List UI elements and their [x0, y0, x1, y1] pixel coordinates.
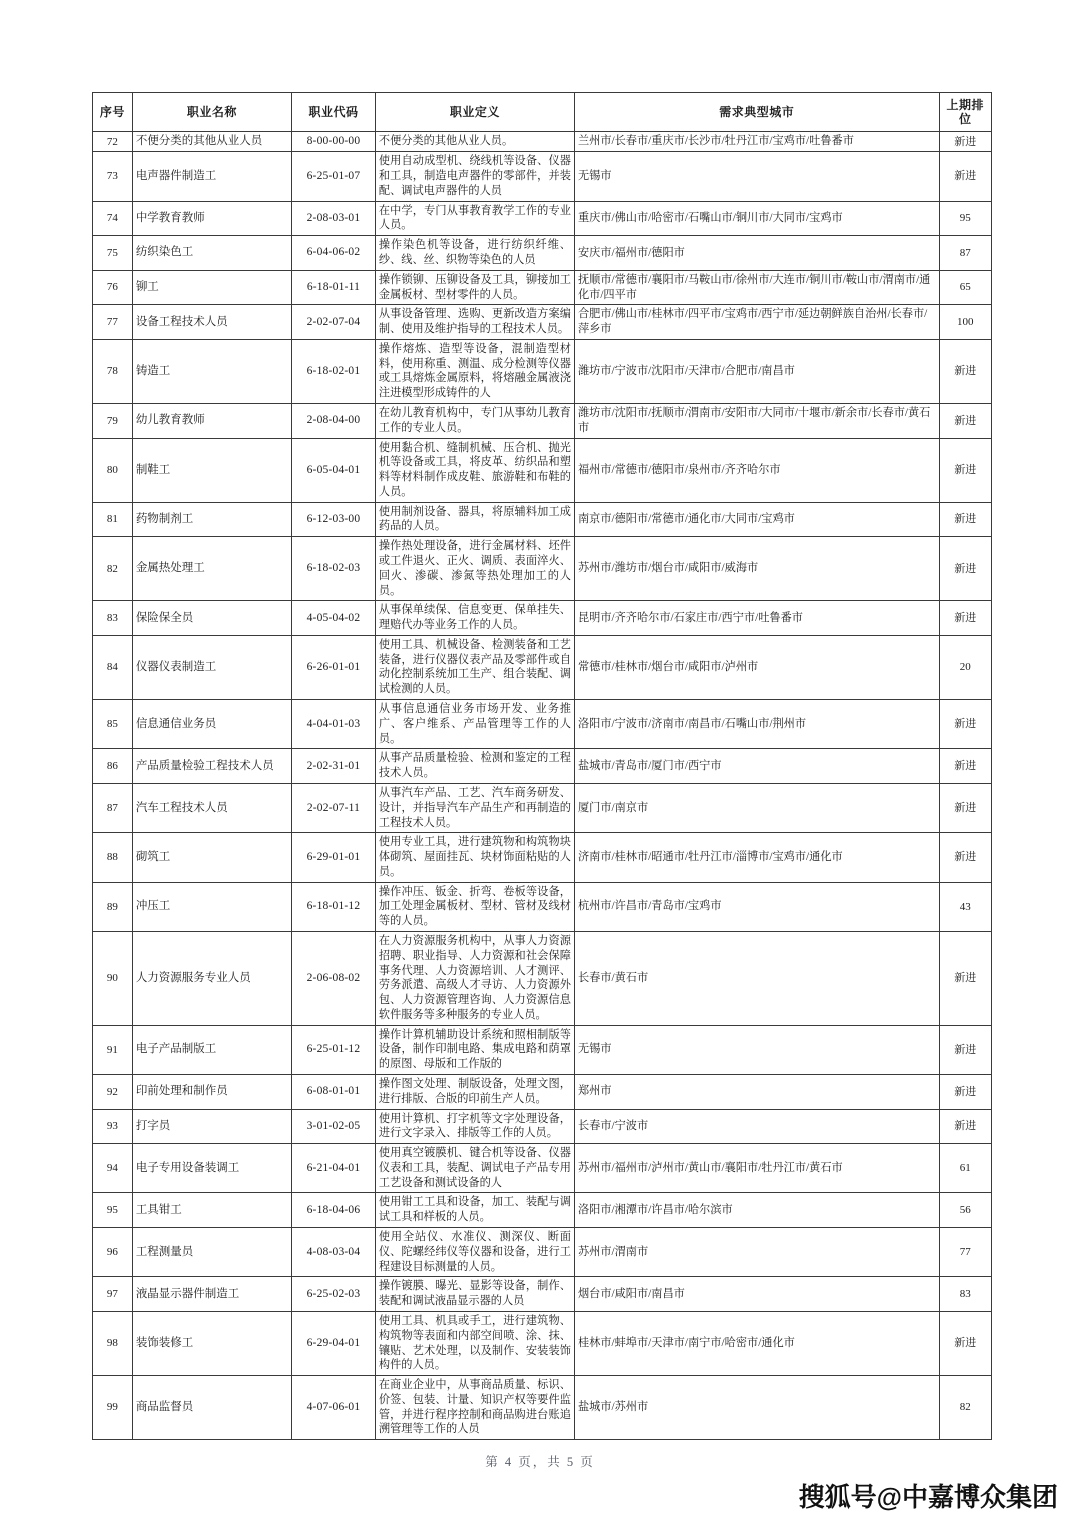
cell-occupation-name: 制鞋工: [132, 438, 291, 502]
cell-definition: 使用制剂设备、器具，将原辅料加工成药品的人员。: [375, 502, 574, 537]
cell-occupation-code: 6-12-03-00: [292, 502, 376, 537]
cell-previous-rank: 20: [939, 635, 991, 699]
cell-sequence: 80: [93, 438, 133, 502]
table-row: [93, 305, 992, 340]
cell-definition: 使用钳工工具和设备，加工、装配与调试工具和样板的人员。: [375, 1193, 574, 1228]
cell-previous-rank: 新进: [939, 403, 991, 438]
cell-occupation-name: 设备工程技术人员: [132, 305, 291, 340]
cell-occupation-code: 6-25-02-03: [292, 1277, 376, 1312]
cell-occupation-code: 6-18-01-11: [292, 270, 376, 305]
table-row: [93, 270, 992, 305]
cell-occupation-name: 产品质量检验工程技术人员: [132, 749, 291, 784]
cell-demand-cities: 合肥市/佛山市/桂林市/四平市/宝鸡市/西宁市/延边朝鲜族自治州/长春市/萍乡市: [574, 305, 939, 340]
cell-occupation-code: 6-08-01-01: [292, 1075, 376, 1110]
cell-demand-cities: 潍坊市/沈阳市/抚顺市/渭南市/安阳市/大同市/十堰市/新余市/长春市/黄石市: [574, 403, 939, 438]
table-row: [93, 1109, 992, 1144]
cell-demand-cities: 长春市/黄石市: [574, 931, 939, 1025]
cell-definition: 使用全站仪、水准仪、测深仪、断面仪、陀螺经纬仪等仪器和设备，进行工程建设目标测量的人员。: [375, 1228, 574, 1277]
cell-occupation-name: 信息通信业务员: [132, 700, 291, 749]
cell-occupation-name: 金属热处理工: [132, 537, 291, 601]
cell-definition: 不便分类的其他从业人员。: [375, 132, 574, 152]
cell-previous-rank: 新进: [939, 339, 991, 403]
cell-demand-cities: 福州市/常德市/德阳市/泉州市/齐齐哈尔市: [574, 438, 939, 502]
cell-definition: 操作冲压、钣金、折弯、卷板等设备，加工处理金属板材、型材、管材及线材等的人员。: [375, 882, 574, 931]
cell-previous-rank: 新进: [939, 749, 991, 784]
cell-previous-rank: 新进: [939, 438, 991, 502]
cell-sequence: 87: [93, 783, 133, 832]
cell-sequence: 89: [93, 882, 133, 931]
cell-previous-rank: 83: [939, 1277, 991, 1312]
table-row: [93, 1075, 992, 1110]
cell-occupation-name: 电声器件制造工: [132, 152, 291, 201]
cell-occupation-name: 不便分类的其他从业人员: [132, 132, 291, 152]
cell-definition: 使用真空镀膜机、键合机等设备、仪器仪表和工具，装配、调试电子产品专用工艺设备和测试设备的人: [375, 1144, 574, 1193]
cell-occupation-name: 中学教育教师: [132, 201, 291, 236]
cell-sequence: 91: [93, 1025, 133, 1074]
cell-occupation-code: 6-25-01-07: [292, 152, 376, 201]
cell-sequence: 99: [93, 1376, 133, 1440]
cell-definition: 使用自动成型机、绕线机等设备、仪器和工具，制造电声器件的零部件，并装配、调试电声器件的人员: [375, 152, 574, 201]
table-row: [93, 1025, 992, 1074]
cell-sequence: 92: [93, 1075, 133, 1110]
cell-occupation-name: 电子产品制版工: [132, 1025, 291, 1074]
cell-demand-cities: 洛阳市/宁波市/济南市/南昌市/石嘴山市/荆州市: [574, 700, 939, 749]
cell-sequence: 84: [93, 635, 133, 699]
table-row: [93, 236, 992, 271]
cell-occupation-name: 铸造工: [132, 339, 291, 403]
cell-previous-rank: 新进: [939, 502, 991, 537]
cell-occupation-code: 6-29-04-01: [292, 1311, 376, 1375]
cell-definition: 操作锁铆、压铆设备及工具，铆接加工金属板材、型材零件的人员。: [375, 270, 574, 305]
cell-occupation-code: 6-18-02-03: [292, 537, 376, 601]
cell-definition: 操作热处理设备，进行金属材料、坯件或工件退火、正火、调质、表面淬火、回火、渗碳、渗氮等热处理加工的人员。: [375, 537, 574, 601]
cell-demand-cities: 南京市/德阳市/常德市/通化市/大同市/宝鸡市: [574, 502, 939, 537]
cell-demand-cities: 济南市/桂林市/昭通市/牡丹江市/淄博市/宝鸡市/通化市: [574, 833, 939, 882]
occupation-demand-table: [92, 92, 992, 1440]
cell-demand-cities: 兰州市/长春市/重庆市/长沙市/牡丹江市/宝鸡市/吐鲁番市: [574, 132, 939, 152]
cell-sequence: 83: [93, 601, 133, 636]
cell-demand-cities: 烟台市/咸阳市/南昌市: [574, 1277, 939, 1312]
cell-previous-rank: 95: [939, 201, 991, 236]
table-row: [93, 601, 992, 636]
cell-definition: 使用工具、机械设备、检测装备和工艺装备，进行仪器仪表产品及零部件或自动化控制系统加工生产、组合装配、调试检测的人员。: [375, 635, 574, 699]
cell-occupation-code: 4-05-04-02: [292, 601, 376, 636]
cell-demand-cities: 苏州市/渭南市: [574, 1228, 939, 1277]
cell-demand-cities: 苏州市/福州市/泸州市/黄山市/襄阳市/牡丹江市/黄石市: [574, 1144, 939, 1193]
cell-sequence: 98: [93, 1311, 133, 1375]
cell-previous-rank: 新进: [939, 537, 991, 601]
table-row: [93, 403, 992, 438]
cell-occupation-code: 2-08-03-01: [292, 201, 376, 236]
cell-demand-cities: 长春市/宁波市: [574, 1109, 939, 1144]
cell-previous-rank: 新进: [939, 931, 991, 1025]
cell-definition: 从事汽车产品、工艺、汽车商务研发、设计，并指导汽车产品生产和再制造的工程技术人员。: [375, 783, 574, 832]
cell-occupation-code: 8-00-00-00: [292, 132, 376, 152]
cell-sequence: 85: [93, 700, 133, 749]
cell-occupation-code: 6-18-02-01: [292, 339, 376, 403]
cell-occupation-name: 工程测量员: [132, 1228, 291, 1277]
cell-previous-rank: 82: [939, 1376, 991, 1440]
table-row: [93, 1376, 992, 1440]
column-header-previous-rank: 上期排位: [939, 93, 991, 132]
cell-sequence: 90: [93, 931, 133, 1025]
table-row: [93, 749, 992, 784]
table-row: [93, 1228, 992, 1277]
cell-occupation-name: 液晶显示器件制造工: [132, 1277, 291, 1312]
cell-definition: 使用计算机、打字机等文字处理设备，进行文字录入、排版等工作的人员。: [375, 1109, 574, 1144]
table-row: [93, 882, 992, 931]
cell-occupation-name: 商品监督员: [132, 1376, 291, 1440]
cell-demand-cities: 洛阳市/湘潭市/许昌市/哈尔滨市: [574, 1193, 939, 1228]
cell-demand-cities: 厦门市/南京市: [574, 783, 939, 832]
table-row: [93, 438, 992, 502]
cell-sequence: 82: [93, 537, 133, 601]
table-row: [93, 1277, 992, 1312]
cell-previous-rank: 77: [939, 1228, 991, 1277]
cell-definition: 操作图文处理、制版设备，处理文图，进行排版、合版的印前生产人员。: [375, 1075, 574, 1110]
cell-occupation-code: 4-08-03-04: [292, 1228, 376, 1277]
cell-definition: 从事信息通信业务市场开发、业务推广、客户维系、产品管理等工作的人员。: [375, 700, 574, 749]
cell-occupation-code: 6-21-04-01: [292, 1144, 376, 1193]
cell-sequence: 93: [93, 1109, 133, 1144]
cell-occupation-code: 6-04-06-02: [292, 236, 376, 271]
table-row: [93, 635, 992, 699]
cell-demand-cities: 安庆市/福州市/德阳市: [574, 236, 939, 271]
table-row: [93, 931, 992, 1025]
table-row: [93, 1144, 992, 1193]
cell-demand-cities: 常德市/桂林市/烟台市/咸阳市/泸州市: [574, 635, 939, 699]
column-header-sequence: 序号: [93, 93, 133, 132]
table-row: [93, 339, 992, 403]
cell-sequence: 97: [93, 1277, 133, 1312]
cell-occupation-code: 6-05-04-01: [292, 438, 376, 502]
cell-sequence: 78: [93, 339, 133, 403]
cell-previous-rank: 43: [939, 882, 991, 931]
cell-demand-cities: 郑州市: [574, 1075, 939, 1110]
cell-occupation-name: 工具钳工: [132, 1193, 291, 1228]
cell-occupation-code: 3-01-02-05: [292, 1109, 376, 1144]
cell-definition: 操作计算机辅助设计系统和照相制版等设备，制作印制电路、集成电路和荫罩的原图、母版和工作版的: [375, 1025, 574, 1074]
cell-occupation-code: 2-02-07-11: [292, 783, 376, 832]
cell-demand-cities: 无锡市: [574, 1025, 939, 1074]
cell-demand-cities: 盐城市/青岛市/厦门市/西宁市: [574, 749, 939, 784]
cell-occupation-name: 电子专用设备装调工: [132, 1144, 291, 1193]
cell-occupation-code: 6-29-01-01: [292, 833, 376, 882]
cell-occupation-name: 打字员: [132, 1109, 291, 1144]
column-header-occupation-code: 职业代码: [292, 93, 376, 132]
table-row: [93, 132, 992, 152]
cell-occupation-code: 4-07-06-01: [292, 1376, 376, 1440]
cell-occupation-name: 仪器仪表制造工: [132, 635, 291, 699]
cell-definition: 操作染色机等设备，进行纺织纤维、纱、线、丝、织物等染色的人员: [375, 236, 574, 271]
table-row: [93, 700, 992, 749]
table-row: [93, 1311, 992, 1375]
cell-demand-cities: 昆明市/齐齐哈尔市/石家庄市/西宁市/吐鲁番市: [574, 601, 939, 636]
cell-definition: 操作镀膜、曝光、显影等设备，制作、装配和调试液晶显示器的人员: [375, 1277, 574, 1312]
cell-occupation-name: 人力资源服务专业人员: [132, 931, 291, 1025]
cell-definition: 从事保单续保、信息变更、保单挂失、理赔代办等业务工作的人员。: [375, 601, 574, 636]
table-body: [93, 132, 992, 1440]
page-footer: 第 4 页，共 5 页: [485, 1455, 595, 1469]
cell-previous-rank: 新进: [939, 700, 991, 749]
cell-occupation-code: 4-04-01-03: [292, 700, 376, 749]
cell-previous-rank: 新进: [939, 833, 991, 882]
cell-sequence: 79: [93, 403, 133, 438]
cell-occupation-code: 6-18-01-12: [292, 882, 376, 931]
cell-definition: 从事设备管理、选购、更新改造方案编制、使用及维护指导的工程技术人员。: [375, 305, 574, 340]
table-header: [93, 93, 992, 132]
cell-previous-rank: 新进: [939, 1075, 991, 1110]
cell-occupation-code: 6-25-01-12: [292, 1025, 376, 1074]
table-header-row: [93, 93, 992, 132]
cell-occupation-name: 保险保全员: [132, 601, 291, 636]
cell-sequence: 95: [93, 1193, 133, 1228]
table-row: [93, 152, 992, 201]
cell-occupation-name: 装饰装修工: [132, 1311, 291, 1375]
cell-previous-rank: 新进: [939, 152, 991, 201]
cell-definition: 使用工具、机具或手工，进行建筑物、构筑物等表面和内部空间喷、涂、抹、镶贴、艺术处理，以及制作、安装装饰构件的人员。: [375, 1311, 574, 1375]
column-header-demand-cities: 需求典型城市: [574, 93, 939, 132]
cell-previous-rank: 65: [939, 270, 991, 305]
column-header-occupation-name: 职业名称: [132, 93, 291, 132]
cell-demand-cities: 盐城市/苏州市: [574, 1376, 939, 1440]
cell-occupation-name: 冲压工: [132, 882, 291, 931]
cell-sequence: 74: [93, 201, 133, 236]
cell-previous-rank: 87: [939, 236, 991, 271]
table-row: [93, 1193, 992, 1228]
cell-demand-cities: 潍坊市/宁波市/沈阳市/天津市/合肥市/南昌市: [574, 339, 939, 403]
cell-occupation-name: 药物制剂工: [132, 502, 291, 537]
cell-previous-rank: 新进: [939, 1025, 991, 1074]
cell-demand-cities: 无锡市: [574, 152, 939, 201]
cell-demand-cities: 抚顺市/常德市/襄阳市/马鞍山市/徐州市/大连市/铜川市/鞍山市/渭南市/通化市/四平市: [574, 270, 939, 305]
cell-occupation-code: 6-18-04-06: [292, 1193, 376, 1228]
cell-definition: 在幼儿教育机构中，专门从事幼儿教育工作的专业人员。: [375, 403, 574, 438]
cell-occupation-name: 铆工: [132, 270, 291, 305]
cell-sequence: 73: [93, 152, 133, 201]
table-row: [93, 783, 992, 832]
table-row: [93, 833, 992, 882]
cell-occupation-code: 2-02-07-04: [292, 305, 376, 340]
cell-previous-rank: 新进: [939, 601, 991, 636]
cell-definition: 使用黏合机、缝制机械、压合机、抛光机等设备或工具，将皮革、纺织品和塑料等材料制作成皮鞋、旅游鞋和布鞋的人员。: [375, 438, 574, 502]
cell-definition: 从事产品质量检验、检测和鉴定的工程技术人员。: [375, 749, 574, 784]
cell-definition: 操作熔炼、造型等设备，混制造型材料，使用称重、测温、成分检测等仪器或工具熔炼金属原料，将熔融金属液浇注进模型形成铸件的人: [375, 339, 574, 403]
cell-occupation-code: 6-26-01-01: [292, 635, 376, 699]
cell-sequence: 76: [93, 270, 133, 305]
cell-demand-cities: 桂林市/蚌埠市/天津市/南宁市/哈密市/通化市: [574, 1311, 939, 1375]
cell-sequence: 81: [93, 502, 133, 537]
cell-demand-cities: 苏州市/潍坊市/烟台市/咸阳市/威海市: [574, 537, 939, 601]
cell-previous-rank: 新进: [939, 783, 991, 832]
cell-previous-rank: 新进: [939, 132, 991, 152]
cell-sequence: 94: [93, 1144, 133, 1193]
cell-occupation-name: 砌筑工: [132, 833, 291, 882]
cell-demand-cities: 重庆市/佛山市/哈密市/石嘴山市/铜川市/大同市/宝鸡市: [574, 201, 939, 236]
table-row: [93, 537, 992, 601]
cell-demand-cities: 杭州市/许昌市/青岛市/宝鸡市: [574, 882, 939, 931]
cell-occupation-name: 印前处理和制作员: [132, 1075, 291, 1110]
cell-occupation-name: 纺织染色工: [132, 236, 291, 271]
occupation-table-container: [92, 92, 992, 1440]
cell-previous-rank: 100: [939, 305, 991, 340]
cell-definition: 在商业企业中，从事商品质量、标识、价签、包装、计量、知识产权等要件监管，并进行程序控制和商品购进台账追溯管理等工作的人员: [375, 1376, 574, 1440]
cell-previous-rank: 新进: [939, 1109, 991, 1144]
cell-sequence: 96: [93, 1228, 133, 1277]
cell-occupation-code: 2-06-08-02: [292, 931, 376, 1025]
cell-sequence: 75: [93, 236, 133, 271]
cell-previous-rank: 61: [939, 1144, 991, 1193]
cell-occupation-name: 汽车工程技术人员: [132, 783, 291, 832]
column-header-definition: 职业定义: [375, 93, 574, 132]
cell-previous-rank: 56: [939, 1193, 991, 1228]
cell-sequence: 86: [93, 749, 133, 784]
cell-occupation-code: 2-08-04-00: [292, 403, 376, 438]
cell-sequence: 72: [93, 132, 133, 152]
watermark-label: 搜狐号@中嘉博众集团: [798, 1482, 1058, 1512]
cell-sequence: 88: [93, 833, 133, 882]
cell-definition: 在人力资源服务机构中，从事人力资源招聘、职业指导、人力资源和社会保障事务代理、人力资源培训、人才测评、劳务派遣、高级人才寻访、人力资源外包、人力资源管理咨询、人力资源信息软件服务等多种服务的专业人员。: [375, 931, 574, 1025]
table-row: [93, 502, 992, 537]
table-row: [93, 201, 992, 236]
cell-sequence: 77: [93, 305, 133, 340]
cell-previous-rank: 新进: [939, 1311, 991, 1375]
cell-definition: 在中学，专门从事教育教学工作的专业人员。: [375, 201, 574, 236]
cell-occupation-code: 2-02-31-01: [292, 749, 376, 784]
cell-occupation-name: 幼儿教育教师: [132, 403, 291, 438]
cell-definition: 使用专业工具，进行建筑物和构筑物块体砌筑、屋面挂瓦、块材饰面粘贴的人员。: [375, 833, 574, 882]
